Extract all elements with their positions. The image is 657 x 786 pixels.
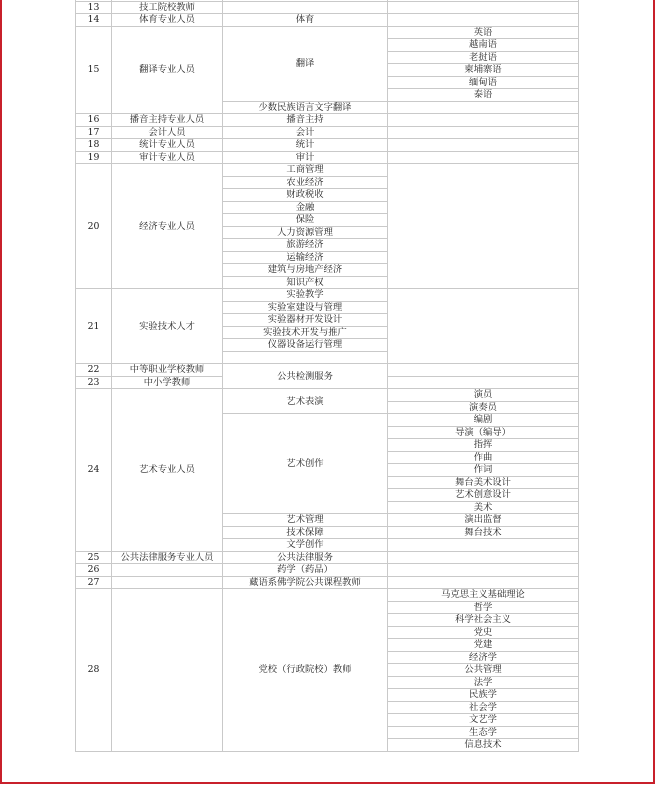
- row-number-cell: 25: [76, 551, 112, 564]
- table-row: [76, 1, 579, 14]
- subfield-cell: 缅甸语: [388, 76, 579, 89]
- subfield-cell: 文艺学: [388, 714, 579, 727]
- specialty-cell: 仪器设备运行管理: [223, 339, 388, 352]
- category-cell: 中小学教师: [112, 376, 223, 389]
- category-cell: 中等职业学校教师: [112, 364, 223, 377]
- subfield-cell: 演奏员: [388, 401, 579, 414]
- row-number-cell: 20: [76, 164, 112, 289]
- table-row: [76, 114, 579, 127]
- subfield-cell: [388, 151, 579, 164]
- subfield-cell: 党建: [388, 639, 579, 652]
- specialty-cell: 财政税收: [223, 189, 388, 202]
- category-cell: [112, 589, 223, 752]
- table-row: [76, 389, 579, 402]
- subfield-cell: [388, 551, 579, 564]
- specialty-cell: 会计: [223, 126, 388, 139]
- category-cell: 会计人员: [112, 126, 223, 139]
- subfield-cell: 柬埔寨语: [388, 64, 579, 77]
- row-number-cell: 13: [76, 1, 112, 14]
- subfield-cell: 舞台美术设计: [388, 476, 579, 489]
- row-number-cell: 14: [76, 14, 112, 27]
- subfield-cell: [388, 539, 579, 552]
- specialty-cell: 翻译: [223, 26, 388, 101]
- table-row: [76, 576, 579, 589]
- specialty-cell: 实验器材开发设计: [223, 314, 388, 327]
- category-cell: 经济专业人员: [112, 164, 223, 289]
- category-cell: 翻译专业人员: [112, 26, 223, 114]
- specialty-cell: 人力资源管理: [223, 226, 388, 239]
- row-number-cell: 19: [76, 151, 112, 164]
- subfield-cell: [388, 164, 579, 289]
- subfield-cell: 党史: [388, 626, 579, 639]
- specialty-cell: 统计: [223, 139, 388, 152]
- subfield-cell: [388, 1, 579, 14]
- table-row: [76, 364, 579, 377]
- subfield-cell: 编剧: [388, 414, 579, 427]
- table-row: [76, 139, 579, 152]
- subfield-cell: 演员: [388, 389, 579, 402]
- table-row: [76, 26, 579, 39]
- specialty-cell: 技术保障: [223, 526, 388, 539]
- specialty-cell: 少数民族语言文字翻译: [223, 101, 388, 114]
- specialty-cell: 审计: [223, 151, 388, 164]
- subfield-cell: [388, 126, 579, 139]
- row-number-cell: 28: [76, 589, 112, 752]
- subfield-cell: 社会学: [388, 701, 579, 714]
- subfield-cell: [388, 114, 579, 127]
- specialty-cell: 实验教学: [223, 289, 388, 302]
- category-cell: 艺术专业人员: [112, 389, 223, 552]
- subfield-cell: 作曲: [388, 451, 579, 464]
- row-number-cell: 23: [76, 376, 112, 389]
- category-cell: [112, 564, 223, 577]
- specialty-cell: [223, 351, 388, 364]
- category-cell: [112, 576, 223, 589]
- subfield-cell: 公共管理: [388, 664, 579, 677]
- subfield-cell: 科学社会主义: [388, 614, 579, 627]
- subfield-cell: 越南语: [388, 39, 579, 52]
- subfield-cell: 生态学: [388, 726, 579, 739]
- subfield-cell: [388, 139, 579, 152]
- subfield-cell: 哲学: [388, 601, 579, 614]
- category-cell: 公共法律服务专业人员: [112, 551, 223, 564]
- specialty-cell: 艺术表演: [223, 389, 388, 414]
- subfield-cell: [388, 376, 579, 389]
- category-cell: 审计专业人员: [112, 151, 223, 164]
- specialty-cell: 体育: [223, 14, 388, 27]
- specialty-cell: 金融: [223, 201, 388, 214]
- specialty-cell: [223, 1, 388, 14]
- subfield-cell: [388, 576, 579, 589]
- table-row: [76, 589, 579, 602]
- specialty-cell: 公共法律服务: [223, 551, 388, 564]
- row-number-cell: 24: [76, 389, 112, 552]
- category-cell: 播音主持专业人员: [112, 114, 223, 127]
- subfield-cell: 英语: [388, 26, 579, 39]
- category-cell: 技工院校教师: [112, 1, 223, 14]
- specialty-cell: 药学（药品）: [223, 564, 388, 577]
- row-number-cell: 21: [76, 289, 112, 364]
- subfield-cell: 舞台技术: [388, 526, 579, 539]
- subfield-cell: 演出监督: [388, 514, 579, 527]
- row-number-cell: 17: [76, 126, 112, 139]
- table-row: [76, 551, 579, 564]
- specialty-cell: 建筑与房地产经济: [223, 264, 388, 277]
- subfield-cell: 老挝语: [388, 51, 579, 64]
- table-row: [76, 14, 579, 27]
- subfield-cell: [388, 14, 579, 27]
- specialty-cell: 实验室建设与管理: [223, 301, 388, 314]
- category-cell: 体育专业人员: [112, 14, 223, 27]
- table-row: [76, 164, 579, 177]
- row-number-cell: 18: [76, 139, 112, 152]
- category-cell: 实验技术人才: [112, 289, 223, 364]
- subfield-cell: 泰语: [388, 89, 579, 102]
- subfield-cell: 指挥: [388, 439, 579, 452]
- subfield-cell: 导演（编导）: [388, 426, 579, 439]
- table-row: [76, 564, 579, 577]
- subfield-cell: 法学: [388, 676, 579, 689]
- row-number-cell: 15: [76, 26, 112, 114]
- row-number-cell: 26: [76, 564, 112, 577]
- subfield-cell: 艺术创意设计: [388, 489, 579, 502]
- subfield-cell: 马克思主义基础理论: [388, 589, 579, 602]
- specialty-cell: 文学创作: [223, 539, 388, 552]
- subfield-cell: 作词: [388, 464, 579, 477]
- specialty-cell: 保险: [223, 214, 388, 227]
- row-number-cell: 16: [76, 114, 112, 127]
- table-row: [76, 289, 579, 302]
- specialty-cell: 播音主持: [223, 114, 388, 127]
- subfield-cell: [388, 289, 579, 364]
- specialty-cell: 党校（行政院校）教师: [223, 589, 388, 752]
- specialty-cell: 知识产权: [223, 276, 388, 289]
- subfield-cell: 经济学: [388, 651, 579, 664]
- table-row: [76, 151, 579, 164]
- specialty-cell: 藏语系佛学院公共课程教师: [223, 576, 388, 589]
- subfield-cell: 信息技术: [388, 739, 579, 752]
- specialty-cell: 实验技术开发与推广: [223, 326, 388, 339]
- subfield-cell: 美术: [388, 501, 579, 514]
- specialty-cell: 公共检测服务: [223, 364, 388, 389]
- row-number-cell: 22: [76, 364, 112, 377]
- specialty-cell: 农业经济: [223, 176, 388, 189]
- subfield-cell: [388, 101, 579, 114]
- specialty-cell: 艺术管理: [223, 514, 388, 527]
- category-cell: 统计专业人员: [112, 139, 223, 152]
- row-number-cell: 27: [76, 576, 112, 589]
- profession-table: [75, 0, 579, 752]
- table-row: [76, 126, 579, 139]
- subfield-cell: [388, 564, 579, 577]
- specialty-cell: 艺术创作: [223, 414, 388, 514]
- specialty-cell: 旅游经济: [223, 239, 388, 252]
- specialty-cell: 工商管理: [223, 164, 388, 177]
- specialty-cell: 运输经济: [223, 251, 388, 264]
- subfield-cell: [388, 364, 579, 377]
- subfield-cell: 民族学: [388, 689, 579, 702]
